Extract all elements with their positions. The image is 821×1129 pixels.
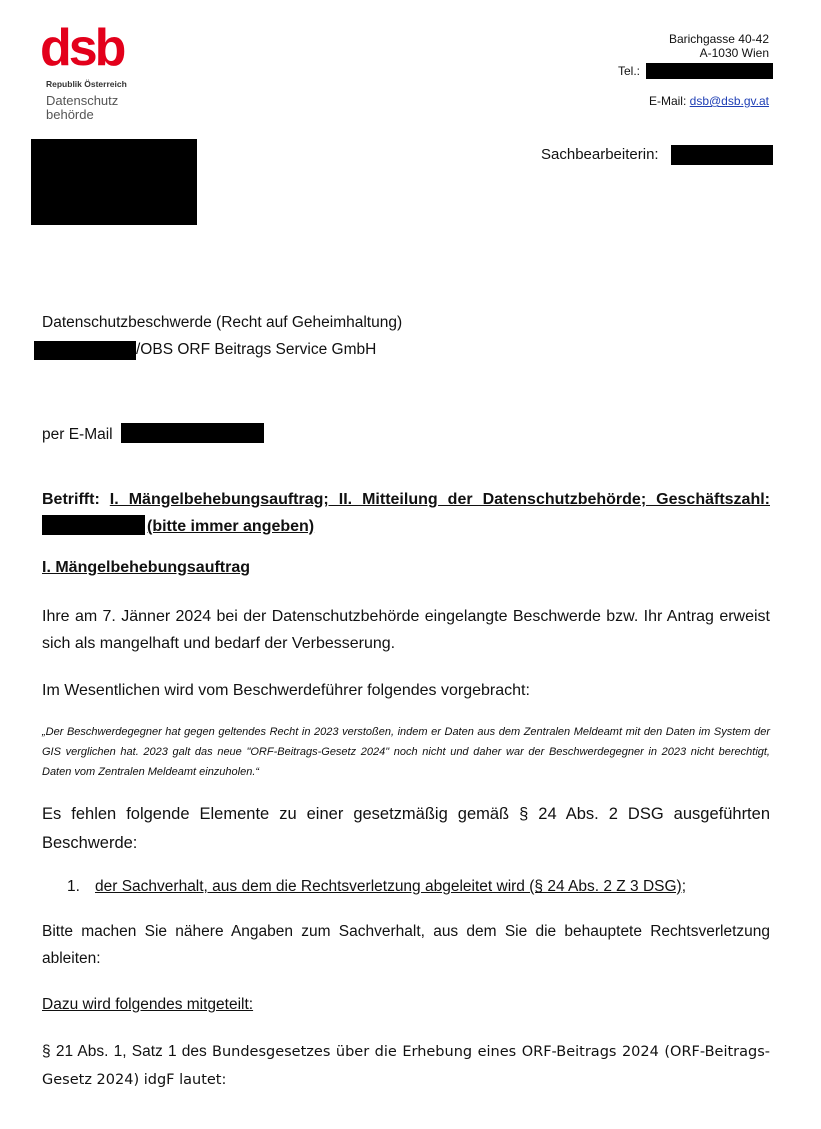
- logo-line-datenschutz: Datenschutz: [46, 93, 119, 108]
- section-heading: I. Mängelbehebungsauftrag: [42, 559, 251, 576]
- redacted-complainant: [34, 341, 136, 360]
- paragraph-complaint-deficient: Ihre am 7. Jänner 2024 bei der Datenschutzbehörde eingelangte Beschwerde bzw. Ihr Antrag erweist sich als mangelhaft und bedarf der Verbesserung.: [42, 608, 770, 652]
- address-city: A-1030 Wien: [699, 46, 769, 60]
- law-citation-section: § 21 Abs. 1, Satz 1 des: [42, 1043, 212, 1060]
- address-street: Barichgasse 40-42: [668, 32, 769, 46]
- subject-note: (bitte immer angeben): [147, 518, 315, 535]
- clerk-label: Sachbearbeiterin:: [541, 146, 659, 163]
- email-link[interactable]: dsb@dsb.gv.at: [689, 94, 769, 108]
- list-item-number: 1.: [67, 878, 80, 895]
- email-label: E-Mail:: [648, 94, 687, 108]
- subject-text: I. Mängelbehebungsauftrag; II. Mitteilung der Datenschutzbehörde; Geschäftszahl:: [109, 491, 770, 508]
- redacted-phone: [646, 63, 773, 79]
- per-email-label: per E-Mail: [42, 426, 113, 443]
- paragraph-notice: Dazu wird folgendes mitgeteilt:: [42, 996, 254, 1013]
- law-citation-title: Bundesgesetzes über die Erhebung eines ORF-Beitrags 2024 (ORF-Beitrags-: [212, 1044, 770, 1060]
- redacted-clerk-name: [671, 145, 773, 165]
- paragraph-missing-elements-end: Beschwerde:: [42, 834, 138, 852]
- list-item: der Sachverhalt, aus dem die Rechtsverletzung abgeleitet wird (§ 24 Abs. 2 Z 3 DSG);: [95, 878, 687, 895]
- paragraph-missing-elements: Es fehlen folgende Elemente zu einer gesetzmäßig gemäß § 24 Abs. 2 DSG ausgeführten: [42, 805, 770, 823]
- dsb-logo: dsb: [40, 19, 124, 77]
- case-title: Datenschutzbeschwerde (Recht auf Geheimhaltung): [42, 314, 403, 331]
- redacted-recipient-address: [31, 139, 197, 225]
- email-line: [649, 94, 769, 108]
- paragraph-request-details: Bitte machen Sie nähere Angaben zum Sachverhalt, aus dem Sie die behauptete Rechtsverletzung ableiten:: [42, 923, 770, 967]
- logo-line-behoerde: behörde: [46, 107, 94, 122]
- tel-label: Tel.:: [618, 64, 641, 78]
- quoted-complaint: „Der Beschwerdegegner hat gegen geltendes Recht in 2023 verstoßen, indem er Daten aus dem Zentralen Meldeamt mit den Daten im System der GIS verglichen hat. 2023 galt das neue "ORF-Beitrags-Gesetz 2024" noch nicht und daher war der Beschwerdegegner in 2023 nicht berechtigt, Daten vom Zentralen Meldeamt einzuholen.“: [42, 726, 770, 778]
- logo-subtitle-republic: Republik Österreich: [46, 79, 127, 89]
- law-citation-line2: Gesetz 2024) idgF lautet:: [42, 1072, 227, 1088]
- case-parties: /OBS ORF Beitrags Service GmbH: [136, 341, 377, 358]
- subject-line: [42, 486, 770, 513]
- subject-label: Betrifft:: [42, 491, 100, 508]
- redacted-case-number: [42, 515, 145, 535]
- paragraph-summary-intro: Im Wesentlichen wird vom Beschwerdeführer folgendes vorgebracht:: [42, 682, 530, 699]
- redacted-recipient-email: [121, 423, 264, 443]
- law-citation-line1: [42, 1038, 770, 1066]
- logo-subtitle-authority: [46, 94, 118, 122]
